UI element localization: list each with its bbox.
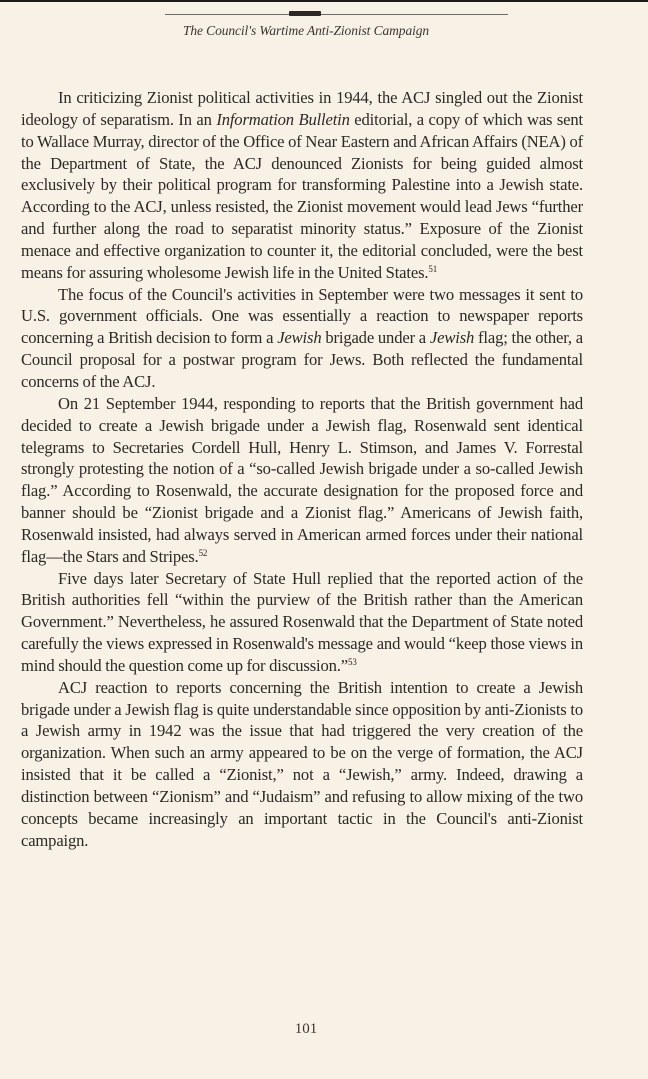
paragraph-text: brigade under a [321, 328, 430, 348]
italic-text: Jewish [429, 328, 475, 348]
header-rule [165, 14, 508, 15]
running-head: The Council's Wartime Anti-Zionist Campaign [182, 23, 430, 38]
paragraph [21, 677, 583, 852]
paragraph-text: ACJ reaction to reports concerning the British intention to create a Jewish brigade under a Jewish flag is quite understandable since opposition by anti-Zionists to a Jewish army in 1942 was the issue that had triggered the very creation of the organization. When such an army appeared to be on the verge of formation, the ACJ insisted that it be called a “Zionist,” not a “Jewish,” army. Indeed, drawing a distinction between “Zionism” and “Judaism” and refusing to allow mixing of the two concepts became increasingly an important tactic in the Council's anti-Zionist campaign. [21, 677, 583, 850]
italic-text: Information Bulletin [216, 109, 350, 129]
footnote-reference: 53 [348, 656, 357, 667]
paragraph-text: In criticizing Zionist political activities in 1944, the ACJ singled out the Zionist ideology of separatism. In an [21, 88, 583, 129]
paragraph-text: Five days later Secretary of State Hull replied that the reported action of the British authorities fell “within the purview of the British rather than the American Government.” Nevertheless, he assured Rosenwald that the Department of State noted carefully the views expressed in Rosenwald's message and would “keep those views in mind should the question come up for discussion.” [21, 568, 583, 675]
paragraph-text: editorial, a copy of which was sent to Wallace Murray, director of the Office of Near Eastern and African Affairs (NEA) of the Department of State, the ACJ denounced Zionists for being guided almost exclusively by their political program for transforming Palestine into a Jewish state. According to the ACJ, unless resisted, the Zionist movement would lead Jews “further and further along the road to separatist minority status.” Exposure of the Zionist menace and effective organization to counter it, the editorial concluded, were the best means for assuring wholesome Jewish life in the United States. [21, 109, 584, 282]
paragraph-text: The focus of the Council's activities in September were two messages it sent to U.S. government officials. One was essentially a reaction to newspaper reports concerning a British decision to form a [21, 284, 583, 348]
header-ornament [289, 11, 321, 16]
footnote-reference: 52 [198, 547, 208, 558]
paragraph [21, 568, 583, 677]
page-top-edge [0, 0, 648, 2]
paragraph [21, 393, 583, 568]
page-number: 101 [294, 1021, 318, 1037]
footnote-reference: 51 [428, 263, 438, 274]
paragraph-text: flag; the other, a Council proposal for a postwar program for Jews. Both reflected the fundamental concerns of the ACJ. [21, 328, 583, 391]
paragraph-text: On 21 September 1944, responding to reports that the British government had decided to create a Jewish brigade under a Jewish flag, Rosenwald sent identical telegrams to Secretaries Cordell Hull, Henry L. Stimson, and James V. Forrestal strongly protesting the notion of a “so-called Jewish brigade under a so-called Jewish flag.” According to Rosenwald, the accurate designation for the proposed force and banner should be “Zionist brigade and a Zionist flag.” Americans of Jewish faith, Rosenwald insisted, had always served in American armed forces under their national flag—the Stars and Stripes. [21, 393, 583, 566]
paragraph [21, 284, 583, 393]
body-text [21, 87, 583, 852]
italic-text: Jewish [277, 328, 322, 348]
paragraph [21, 87, 583, 284]
